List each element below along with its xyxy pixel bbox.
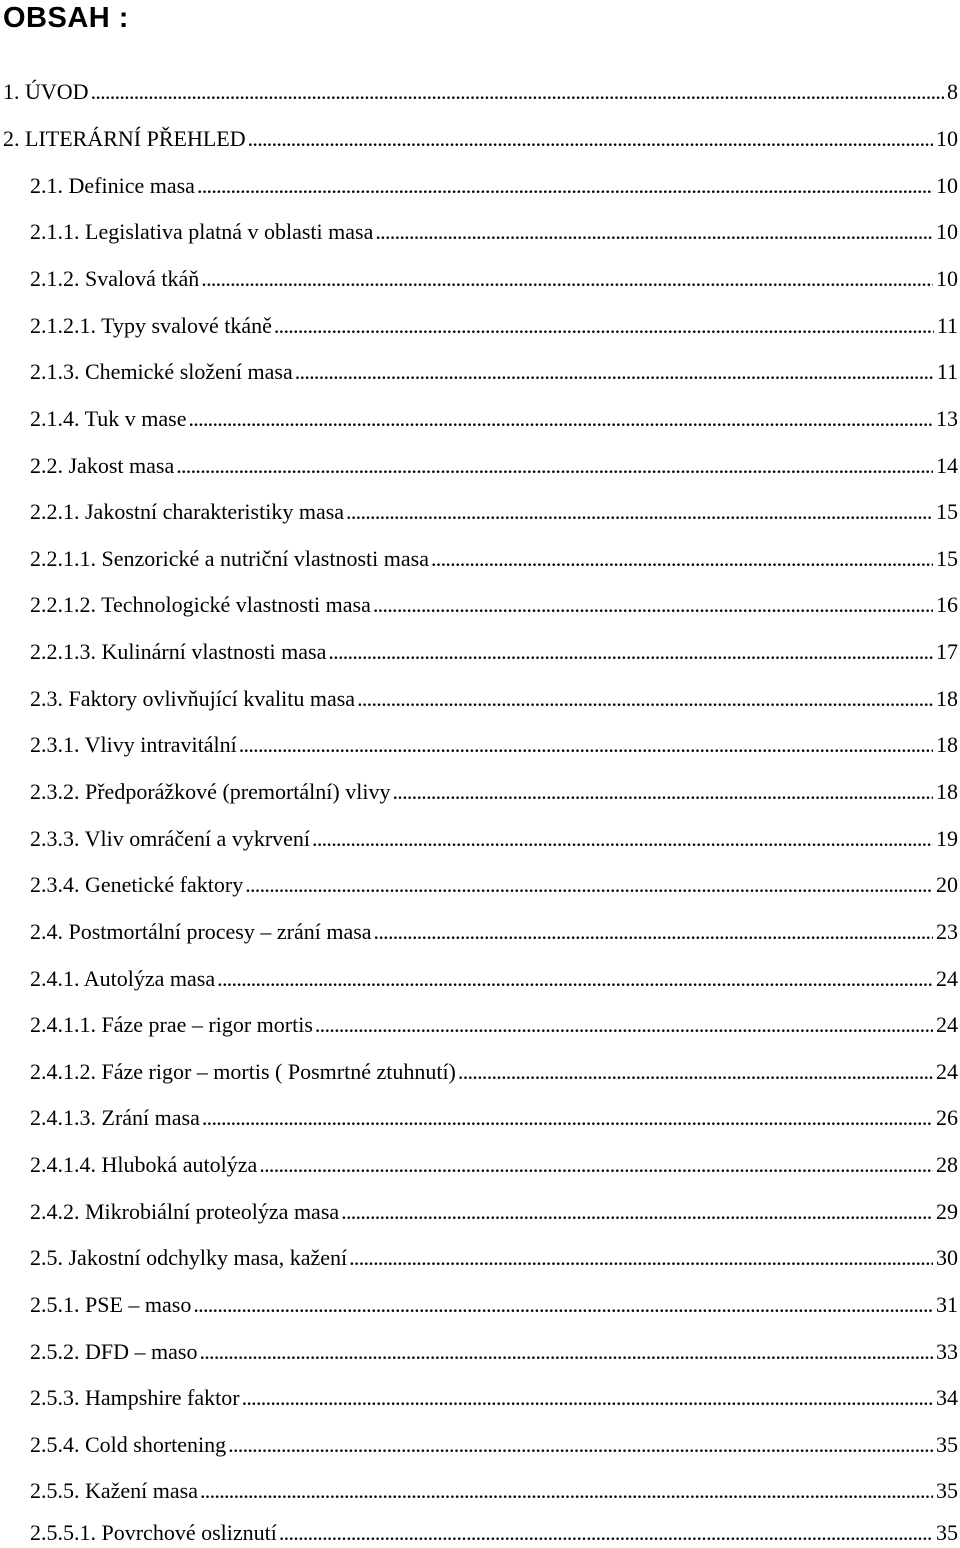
toc-entry-title: 2.3.3. Vliv omráčení a vykrvení <box>30 826 311 851</box>
dot-leader <box>193 1292 933 1318</box>
toc-entry-title: 2.5.5.1. Povrchové osliznutí <box>30 1520 277 1545</box>
toc-entry[interactable] <box>0 635 960 665</box>
dot-leader <box>349 1245 933 1271</box>
toc-entry[interactable] <box>0 1335 960 1365</box>
toc-entry-title: 2.2.1. Jakostní charakteristiky masa <box>30 499 345 524</box>
dot-leader <box>274 313 934 339</box>
toc-entry-page: 10 <box>936 126 958 151</box>
dot-leader <box>188 406 933 432</box>
toc-entry-page: 11 <box>936 359 958 384</box>
toc-entry-page: 35 <box>936 1478 958 1503</box>
toc-entry[interactable] <box>0 1008 960 1038</box>
toc-entry[interactable] <box>0 1195 960 1225</box>
toc-entry-title: 2.4.2. Mikrobiální proteolýza masa <box>30 1199 340 1224</box>
toc-entry-title: 2.3.2. Předporážkové (premortální) vlivy <box>30 779 391 804</box>
toc-entry-page: 17 <box>936 639 958 664</box>
toc-entry-page: 16 <box>936 592 958 617</box>
toc-entry-page: 35 <box>936 1432 958 1457</box>
toc-entry-page: 10 <box>936 173 958 198</box>
toc-entry[interactable] <box>0 262 960 292</box>
toc-entry[interactable] <box>0 775 960 805</box>
toc-entry-title: 1. ÚVOD <box>3 79 89 104</box>
dot-leader <box>199 1339 933 1365</box>
toc-entry-title: 2.3. Faktory ovlivňující kvalitu masa <box>30 686 356 711</box>
dot-leader <box>373 592 933 618</box>
toc-entry-page: 15 <box>936 499 958 524</box>
toc-entry-page: 10 <box>936 266 958 291</box>
toc-entry-title: 2.1.2. Svalová tkáň <box>30 266 200 291</box>
toc-entry-page: 18 <box>936 686 958 711</box>
toc-entry[interactable] <box>0 1148 960 1178</box>
dot-leader <box>458 1059 933 1085</box>
toc-entry-page: 13 <box>936 406 958 431</box>
toc-entry[interactable] <box>0 962 960 992</box>
dot-leader <box>431 546 933 572</box>
toc-entry-title: 2.2. Jakost masa <box>30 453 175 478</box>
toc-entry-page: 33 <box>936 1339 958 1364</box>
toc-entry-title: 2.5.2. DFD – maso <box>30 1339 198 1364</box>
toc-entry-page: 26 <box>936 1105 958 1130</box>
toc-entry-page: 35 <box>936 1520 958 1545</box>
toc-entry[interactable] <box>0 1101 960 1131</box>
dot-leader <box>176 453 933 479</box>
toc-entry[interactable] <box>0 309 960 339</box>
dot-leader <box>341 1199 933 1225</box>
toc-entry-page: 24 <box>936 1012 958 1037</box>
toc-entry-title: 2.5.3. Hampshire faktor <box>30 1385 240 1410</box>
toc-entry[interactable] <box>0 402 960 432</box>
toc-entry-page: 18 <box>936 732 958 757</box>
toc-entry[interactable] <box>0 542 960 572</box>
dot-leader <box>357 686 933 712</box>
dot-leader <box>228 1432 933 1458</box>
toc-entry-title: 2.1.1. Legislativa platná v oblasti masa <box>30 219 374 244</box>
dot-leader <box>374 919 933 945</box>
toc-entry-page: 11 <box>936 313 958 338</box>
toc-entry[interactable] <box>0 1381 960 1411</box>
dot-leader <box>328 639 933 665</box>
toc-entry-page: 18 <box>936 779 958 804</box>
toc-entry[interactable] <box>0 449 960 479</box>
toc-entry-page: 29 <box>936 1199 958 1224</box>
toc-entry[interactable] <box>0 588 960 618</box>
toc-entry-title: 2.1.3. Chemické složení masa <box>30 359 293 384</box>
toc-entry-page: 34 <box>936 1385 958 1410</box>
toc-entry-page: 24 <box>936 966 958 991</box>
toc-entry-title: 2.4.1.3. Zrání masa <box>30 1105 200 1130</box>
toc-entry-page: 8 <box>947 79 958 104</box>
dot-leader <box>197 173 933 199</box>
dot-leader <box>242 1385 933 1411</box>
dot-leader <box>239 732 933 758</box>
dot-leader <box>91 79 944 105</box>
dot-leader <box>245 872 933 898</box>
toc-entry[interactable] <box>0 1288 960 1318</box>
toc-entry-title: 2.1.4. Tuk v mase <box>30 406 187 431</box>
toc-entry-page: 19 <box>936 826 958 851</box>
toc-entry-title: 2.4.1.2. Fáze rigor – mortis ( Posmrtné ztuhnutí) <box>30 1059 456 1084</box>
dot-leader <box>312 826 933 852</box>
dot-leader <box>217 966 933 992</box>
toc-entry[interactable] <box>0 868 960 898</box>
dot-leader <box>202 1105 933 1131</box>
toc-entry[interactable] <box>0 822 960 852</box>
toc-entry-page: 15 <box>936 546 958 571</box>
toc-entry-page: 14 <box>936 453 958 478</box>
toc-entry-page: 28 <box>936 1152 958 1177</box>
toc-entry[interactable] <box>0 1055 960 1085</box>
toc-entry-title: 2.5.1. PSE – maso <box>30 1292 192 1317</box>
dot-leader <box>279 1520 933 1546</box>
toc-entry-title: 2.1. Definice masa <box>30 173 195 198</box>
toc-entry[interactable] <box>0 495 960 525</box>
page-title: OBSAH : <box>3 2 129 34</box>
toc-entry-title: 2.2.1.3. Kulinární vlastnosti masa <box>30 639 327 664</box>
toc-entry-title: 2.1.2.1. Typy svalové tkáně <box>30 313 272 338</box>
toc-entry-title: 2.5. Jakostní odchylky masa, kažení <box>30 1245 348 1270</box>
toc-entry[interactable] <box>0 75 960 105</box>
toc-entry-title: 2.2.1.1. Senzorické a nutriční vlastnosti masa <box>30 546 429 571</box>
toc-entry-page: 24 <box>936 1059 958 1084</box>
toc-entry-page: 23 <box>936 919 958 944</box>
dot-leader <box>346 499 933 525</box>
dot-leader <box>295 359 934 385</box>
toc-entry-title: 2.4.1. Autolýza masa <box>30 966 216 991</box>
dot-leader <box>248 126 933 152</box>
toc-entry-title: 2.4. Postmortální procesy – zrání masa <box>30 919 372 944</box>
toc-entry-title: 2. LITERÁRNÍ PŘEHLED <box>3 126 246 151</box>
toc-entry-page: 20 <box>936 872 958 897</box>
toc-entry-title: 2.4.1.1. Fáze prae – rigor mortis <box>30 1012 313 1037</box>
toc-entry[interactable] <box>0 1516 960 1546</box>
toc-entry-title: 2.3.1. Vlivy intravitální <box>30 732 237 757</box>
toc-entry-page: 10 <box>936 219 958 244</box>
dot-leader <box>315 1012 933 1038</box>
toc-entry-title: 2.5.5. Kažení masa <box>30 1478 198 1503</box>
toc-entry[interactable] <box>0 215 960 245</box>
dot-leader <box>200 1478 933 1504</box>
dot-leader <box>375 219 933 245</box>
toc-entry[interactable] <box>0 1241 960 1271</box>
toc-entry[interactable] <box>0 169 960 199</box>
toc-entry[interactable] <box>0 728 960 758</box>
dot-leader <box>392 779 933 805</box>
dot-leader <box>201 266 933 292</box>
toc-entry-title: 2.4.1.4. Hluboká autolýza <box>30 1152 258 1177</box>
toc-entry[interactable] <box>0 915 960 945</box>
toc-entry-title: 2.5.4. Cold shortening <box>30 1432 227 1457</box>
toc-entry-title: 2.3.4. Genetické faktory <box>30 872 244 897</box>
dot-leader <box>259 1152 933 1178</box>
toc-entry-title: 2.2.1.2. Technologické vlastnosti masa <box>30 592 371 617</box>
toc-entry[interactable] <box>0 1428 960 1458</box>
toc-entry[interactable] <box>0 1474 960 1504</box>
toc-entry[interactable] <box>0 682 960 712</box>
toc-entry[interactable] <box>0 355 960 385</box>
toc-entry-page: 31 <box>936 1292 958 1317</box>
toc-entry[interactable] <box>0 122 960 152</box>
toc-entry-page: 30 <box>936 1245 958 1270</box>
